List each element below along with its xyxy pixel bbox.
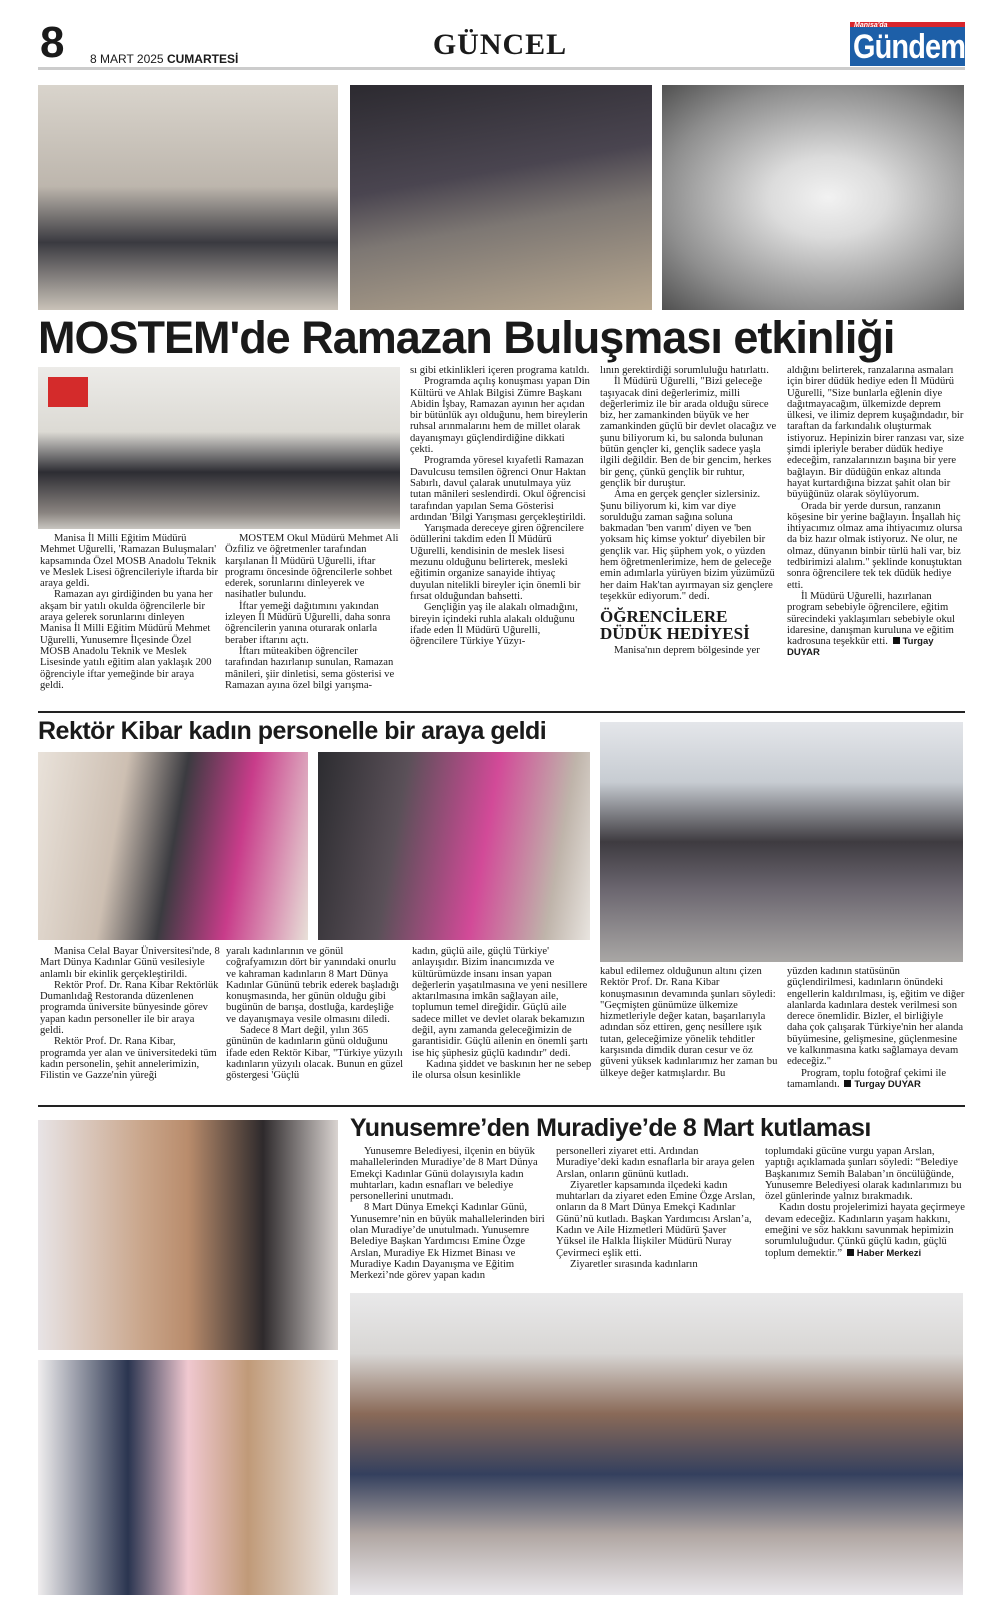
article2-col2 <box>226 946 406 1082</box>
paragraph: Manisa İl Milli Eğitim Müdürü Mehmet Uğurelli, 'Ramazan Buluşmaları' kapsamında Özel MOSB Anadolu Teknik ve Meslek Lisesi öğrencileriyle iftarda bir araya geldi. <box>40 533 218 590</box>
logo-top: Manisa'da <box>854 22 888 29</box>
logo-name: Gündem <box>853 28 966 66</box>
paragraph: İl Müdürü Uğurelli, "Bizi geleceğe taşıyacak dini değerlerimiz, milli değerlerimiz ile bir arada olduğu sürece biz, her zamankinden büyük ve her zamankinden güçlü bir devlet olacağız ve şunu biliyorum ki, bu salonda bulunan bütün gençler ki, gençlik sadece yaşla ilgili değildir. Ben de bir gencim, herkes bir genç, çünkü gençlik bir ruhtur, gençlik bir duruştur. <box>600 376 777 489</box>
paragraph: Ziyaretler sırasında kadınların <box>570 1258 698 1270</box>
photo-award-ceremony <box>38 85 338 310</box>
paragraph: aldığını belirterek, ranzalarına asmaları için birer düdük hediye eden İl Müdürü Uğurelli, "Size bunlarla eğlenin diye dağıtmayacağım, ülkemizde deprem ülkesi, ve ilimiz deprem kuşağındadır, bir taraftan da farkındalık oluşturmak istiyoruz. Hepinizin birer ranzası var, size şimdi ipleriyle beraber düdük hediye edeceğim, ranzalarınızın başına bir yere bağlayın. Bir düdüğün enkaz altında hayat kurtardığına bizzat şahit olan bir büyüğünüz olarak söylüyorum. <box>787 365 964 501</box>
subheading: ÖĞRENCİLERE DÜDÜK HEDİYESİ <box>600 607 750 644</box>
article2-col5 <box>787 966 965 1090</box>
article2-headline: Rektör Kibar kadın personelle bir araya geldi <box>38 717 547 745</box>
page-number: 8 <box>40 18 65 67</box>
paragraph: Gençliğin yaş ile alakalı olmadığını, bireyin içindeki ruhla alakalı olduğunu ifade eden İl Müdürü Uğurelli, öğrencilere Türkiye Yüzyı- <box>410 602 578 648</box>
day-text: CUMARTESİ <box>166 52 239 66</box>
article1-col2 <box>225 533 400 691</box>
article1-col4 <box>600 365 778 657</box>
paragraph: Sadece 8 Mart değil, yılın 365 gününün de kadınların günü olduğunu ifade eden Rektör Kibar, "Türkiye yüzyılı kadınların yüzyılı olacak. Bunun en güzel göstergesi 'Güçlü <box>226 1025 404 1082</box>
turkish-flag <box>48 377 88 407</box>
paragraph: 8 Mart Dünya Emekçi Kadınlar Günü, Yunusemre’nin en büyük mahallelerinden biri olan Muradiye’de unutulmadı. Yunusemre Belediye Başkan Yardımcısı Emine Özge Arslan, Muradiye Ek Hizmet Binası ve Muradiye Kadın Dayanışma ve Eğitim Merkezi’nde görev yapan kadın <box>350 1202 545 1282</box>
photo-handshake-2 <box>318 752 590 940</box>
paragraph: kadın, güçlü aile, güçlü Türkiye' anlayışıdır. Bizim inancımızda ve kültürümüzde insanı insan yapan değerlerin yaşatılmasına ve yeni nesillere aktarılmasına imkân sağlayan aile, toplumun temel direğidir. Güçlü aile sadece millet ve devlet olarak bekamızın değil, aynı zamanda geleceğimizin de garantisidir. Güçlü ailenin en önemli şartı ise hiç şüphesiz güçlü kadındır" dedi. <box>412 946 588 1059</box>
paragraph: sı gibi etkinlikleri içeren programa katıldı. <box>410 365 590 376</box>
byline: Haber Merkezi <box>845 1248 921 1259</box>
article1-col3 <box>410 365 590 647</box>
byline: Turgay DUYAR <box>787 636 934 659</box>
paragraph: personelleri ziyaret etti. Ardından Muradiye’deki kadın esnaflarla bir araya gelen Arslan, onların gününü kutladı. <box>556 1146 755 1180</box>
photo-gift-handover <box>38 1360 338 1595</box>
article3-col3 <box>765 1146 965 1259</box>
newspaper-logo <box>850 22 965 66</box>
paragraph: Manisa'nın deprem bölgesinde yer <box>614 645 760 657</box>
date-text: 8 MART 2025 <box>90 52 164 66</box>
paragraph <box>787 591 965 659</box>
photo-group-students <box>38 367 400 529</box>
paragraph <box>765 1202 965 1258</box>
paragraph: Orada bir yerde dursun, ranzanın köşesine bir yerine bağlayın. İnşallah hiç ihtiyacımız olmaz ama ihtiyacımız olursa da biz hazır olmak istiyoruz. Ne olur, ne olmaz, dünyanın binbir türlü hali var, biz tedbirimizi alalım." şeklinde konuştuktan sonra öğrencilere tek tek düdük hediye etti. <box>787 500 963 591</box>
paragraph <box>787 1068 965 1091</box>
header-divider <box>38 67 965 70</box>
article2-col4 <box>600 966 780 1079</box>
paragraph: yaralı kadınlarının ve gönül coğrafyamızın dört bir yanındaki onurlu ve kahraman kadınların 8 Mart Dünya Kadınlar Gününü tebrik ederek başladığı konuşmasında, her günün olduğu gibi bugünün de barışa, dostluğa, kardeşliğe ve dayanışmaya vesile olmasını diledi. <box>226 946 399 1025</box>
paragraph: Kadına şiddet ve baskının her ne sebep ile olursa olsun kesinlikle <box>412 1058 592 1082</box>
article-divider <box>38 1105 965 1107</box>
photo-shop-visit <box>38 1120 338 1350</box>
paragraph: Programda açılış konuşması yapan Din Kültürü ve Ahlak Bilgisi Zümre Başkanı Abidin İşbay, Ramazan ayının her açıdan bir bütünlük ayı olduğunu, hem bireylerin ruhsal arınmalarını hem de millet olarak dayanışmayı güçlendirdiğine dikkati çekti. <box>410 376 590 456</box>
section-title: GÜNCEL <box>432 28 568 61</box>
photo-group-women <box>600 722 963 962</box>
paragraph-text: Program, toplu fotoğraf çekimi ile tamamlandı. <box>787 1067 947 1090</box>
photo-sema-dancer <box>662 85 964 310</box>
paragraph: Yarışmada dereceye giren öğrencilere ödüllerini takdim eden İl Müdürü Uğurelli, kendisinin de meslek lisesi mezunu olduğunu belirterek, mesleki eğitimin organize sanayide ihtiyaç duyulan nitelikli bireyler için önemli bir fırsat olduğundan bahsetti. <box>410 523 584 602</box>
photo-drummer <box>350 85 652 310</box>
paragraph: İftarı müteakiben öğrenciler tarafından hazırlanıp sunulan, Ramazan mânileri, şiir dinletisi, sema gösterisi ve Ramazan ayına özel bilgi yarışma- <box>225 645 395 691</box>
article1-col5 <box>787 365 965 659</box>
photo-handshake-1 <box>38 752 308 940</box>
paragraph: Programda yöresel kıyafetli Ramazan Davulcusu temsilen öğrenci Onur Haktan Sabırlı, davul çalarak unutulmaya yüz tutan mânileri seslendirdi. Okul öğrencisi tarafından yapılan Sema Gösterisi ardından 'Bilgi Yarışması gerçekleştirildi. <box>410 455 586 523</box>
paragraph: Ziyaretler kapsamında ilçedeki kadın muhtarları da ziyaret eden Emine Özge Arslan, onların da 8 Mart Dünya Emekçi Kadınlar Günü’nü kutladı. Başkan Yardımcısı Arslan’a, Kadın ve Aile Hizmetleri Müdürü Şaver Yüksel ile Halkla İlişkiler Müdürü Nuray Çevirmeci eşlik etti. <box>556 1179 756 1259</box>
paragraph: kabul edilemez olduğunun altını çizen Rektör Prof. Dr. Rana Kibar konuşmasının devamında şunları söyledi: "Geçmişten günümüze ülkemize hizmetleriyle değer katan, başarılarıyla adından söz ettiren, genç nesillere ışık tutan, geleceğimize yönelik tehditler karşısında dimdik duran cesur ve öz güveni yüksek kadınlarımız her zaman bu ülkeye değer katmışlardır. Bu <box>600 966 778 1079</box>
paragraph: lının gerektirdiği sorumluluğu hatırlattı. <box>600 365 769 376</box>
paragraph: Ramazan ayı girdiğinden bu yana her akşam bir yatılı okulda öğrencilerle bir araya gelerek sorunlarını dinleyen Manisa İl Milli Eğitim Müdürü Mehmet Uğurelli, Yunusemre İlçesinde Özel MOSB Anadolu Teknik ve Meslek Lisesinde yatılı eğitim alan yaklaşık 200 öğrenciyle iftar yemeğinde bir araya geldi. <box>40 589 213 691</box>
paragraph: Manisa Celal Bayar Üniversitesi'nde, 8 Mart Dünya Kadınlar Günü vesilesiyle anlamlı bir ekinlik gerçekleştirildi. <box>40 946 220 980</box>
paragraph: yüzden kadının statüsünün güçlendirilmesi, kadınların önündeki engellerin kaldırılması, iş, eğitim ve diğer alanlarda kadınlara destek verilmesi son derece önemlidir. Bizler, el birliğiyle daha çok çalışarak Türkiye'nin her alanda büyümesine, gelişmesine, güçlenmesine ve kalkınmasına katkı sağlamaya devam edeceğiz." <box>787 966 965 1068</box>
paragraph: Yunusemre Belediyesi, ilçenin en büyük mahallelerinden Muradiye’de 8 Mart Dünya Emekçi Kadınlar Günü dolayısıyla kadın muhtarları, kadın esnafları ve belediye personellerini unutmadı. <box>350 1146 538 1203</box>
article2-col1 <box>40 946 220 1082</box>
article3-headline: Yunusemre’den Muradiye’de 8 Mart kutlaması <box>350 1114 871 1142</box>
byline: Turgay DUYAR <box>842 1079 921 1090</box>
paragraph: İftar yemeği dağıtımını yakından izleyen İl Müdürü Uğurelli, daha sonra öğrencilerin yanına oturarak onlarla beraber iftarını açtı. <box>225 600 391 646</box>
paragraph: MOSTEM Okul Müdürü Mehmet Ali Özfiliz ve öğretmenler tarafından karşılanan İl Müdürü Uğurelli, iftar programı öncesinde öğrencilerle sohbet ederek, sorunlarını dinleyerek ve nasihatler bulundu. <box>225 533 399 601</box>
paragraph: Rektör Prof. Dr. Rana Kibar, programda yer alan ve üniversitedeki tüm kadın personelin, şehit annelerimizin, Filistin ve Gazze'nin yüreği <box>40 1036 217 1082</box>
article2-col3 <box>412 946 592 1082</box>
article1-headline: MOSTEM'de Ramazan Buluşması etkinliği <box>38 312 895 363</box>
paragraph: Ama en gerçek gençler sizlersiniz. Şunu biliyorum ki, kim var diye sorulduğu zaman sağına soluna bakmadan 'ben varım' diyen ve 'ben yoksam hiç kimse yoktur' diyebilen bir gençlik var. Hiç şüphem yok, o yüzden hem öğretmenlerimize, hem de geleceğe emin adımlarla yürüyen bizim yüzümüzü her daim Hak'tan ayırmayan siz gençlere teşekkür ediyorum." dedi. <box>600 489 775 602</box>
paragraph: Rektör Prof. Dr. Rana Kibar Rektörlük Dumanlıdağ Restoranda düzenlenen programda üniversite bünyesinde görev yapan kadın personeller ile bir araya geldi. <box>40 979 219 1037</box>
paragraph-text: İl Müdürü Uğurelli, hazırlanan program sebebiyle öğrencilere, eğitim sürecindeki yaklaşımları sebebiyle okul idaresine, danışman kuruluna ve eğitim kadrosuna teşekkür etti. <box>787 590 955 648</box>
paragraph-text: Kadın dostu projelerimizi hayata geçirmeye devam edeceğiz. Kadınların yaşam hakkını, emeğini ve söz hakkını savunmak hepimizin sorumluluğudur. Çünkü güçlü kadın, güçlü toplum demektir.” <box>765 1202 965 1259</box>
article-divider <box>38 711 965 713</box>
article3-col1 <box>350 1146 550 1282</box>
paragraph: toplumdaki gücüne vurgu yapan Arslan, yaptığı açıklamada şunları söyledi: “Belediye Başkanımız Semih Balaban’ın öncülüğünde, Yunusemre Belediyesi olarak kadınlarımızı bu özel günlerinde yalnız bırakmadık. <box>765 1146 962 1203</box>
article1-col1 <box>40 533 218 691</box>
article3-col2 <box>556 1146 758 1270</box>
photo-women-group-gifts <box>350 1293 963 1595</box>
